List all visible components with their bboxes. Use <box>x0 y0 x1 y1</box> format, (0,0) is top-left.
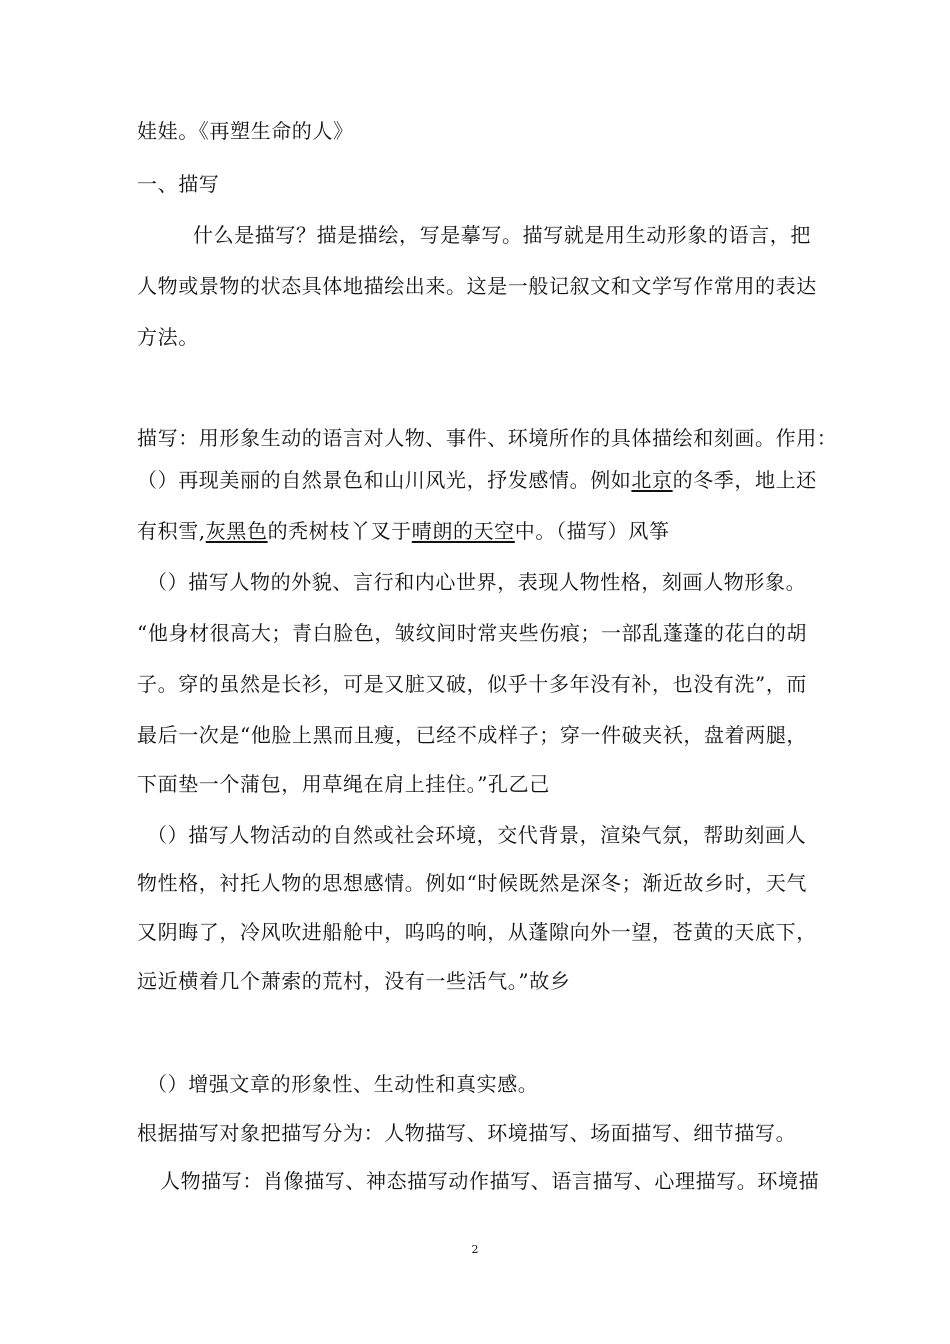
text-line: 子。穿的虽然是长衫，可是又脏又破，似乎十多年没有补，也没有洗”，而 <box>137 672 808 696</box>
underlined-text: 北京 <box>631 468 673 492</box>
text-line: 又阴晦了，冷风吹进船舱中，呜呜的响，从蓬隙向外一望，苍黄的天底下， <box>137 920 817 944</box>
text-span: 的冬季，地上还 <box>672 468 817 492</box>
text-line: 物性格，衬托人物的思想感情。例如“时候既然是深冬；渐近故乡时，天气 <box>137 871 808 895</box>
text-span: 中。（描写）风筝 <box>514 519 670 543</box>
text-line: 人物描写：肖像描写、神态描写动作描写、语言描写、心理描写。环境描 <box>160 1169 820 1193</box>
text-line: 最后一次是“他脸上黑而且瘦，已经不成样子；穿一件破夹袄，盘着两腿， <box>137 723 808 747</box>
text-line: 娃娃。《再塑生命的人》 <box>137 119 354 143</box>
text-span: （）再现美丽的自然景色和山川风光，抒发感情。例如 <box>137 468 632 492</box>
text-line <box>137 518 670 544</box>
section-heading: 一、描写 <box>137 172 220 196</box>
underlined-text: 灰黑色 <box>205 519 268 543</box>
text-line: 什么是描写？描是描绘，写是摹写。描写就是用生动形象的语言，把 <box>193 223 811 247</box>
text-span: 有积雪, <box>137 519 206 543</box>
underlined-text: 晴朗的天空 <box>411 519 515 543</box>
text-line: 人物或景物的状态具体地描绘出来。这是一般记叙文和文学写作常用的表达 <box>137 274 817 298</box>
text-line: （）描写人物的外貌、言行和内心世界，表现人物性格，刻画人物形象。 <box>147 570 807 594</box>
text-line: （）描写人物活动的自然或社会环境，交代背景，渲染气氛，帮助刻画人 <box>147 823 807 847</box>
text-line <box>137 467 817 493</box>
text-line: “他身材很高大；青白脸色，皱纹间时常夹些伤痕；一部乱蓬蓬的花白的胡 <box>137 621 808 645</box>
text-line: 根据描写对象把描写分为：人物描写、环境描写、场面描写、细节描写。 <box>137 1121 797 1145</box>
text-line: 描写：用形象生动的语言对人物、事件、环境所作的具体描绘和刻画。作用： <box>137 426 838 450</box>
text-span: 的秃树枝丫叉于 <box>267 519 412 543</box>
text-line: 方法。 <box>137 325 199 349</box>
page-number: 2 <box>471 1243 479 1256</box>
text-line: （）增强文章的形象性、生动性和真实感。 <box>147 1072 539 1096</box>
text-line: 下面垫一个蒲包，用草绳在肩上挂住。”孔乙己 <box>137 772 550 796</box>
text-line: 远近横着几个萧索的荒村，没有一些活气。”故乡 <box>137 969 571 993</box>
